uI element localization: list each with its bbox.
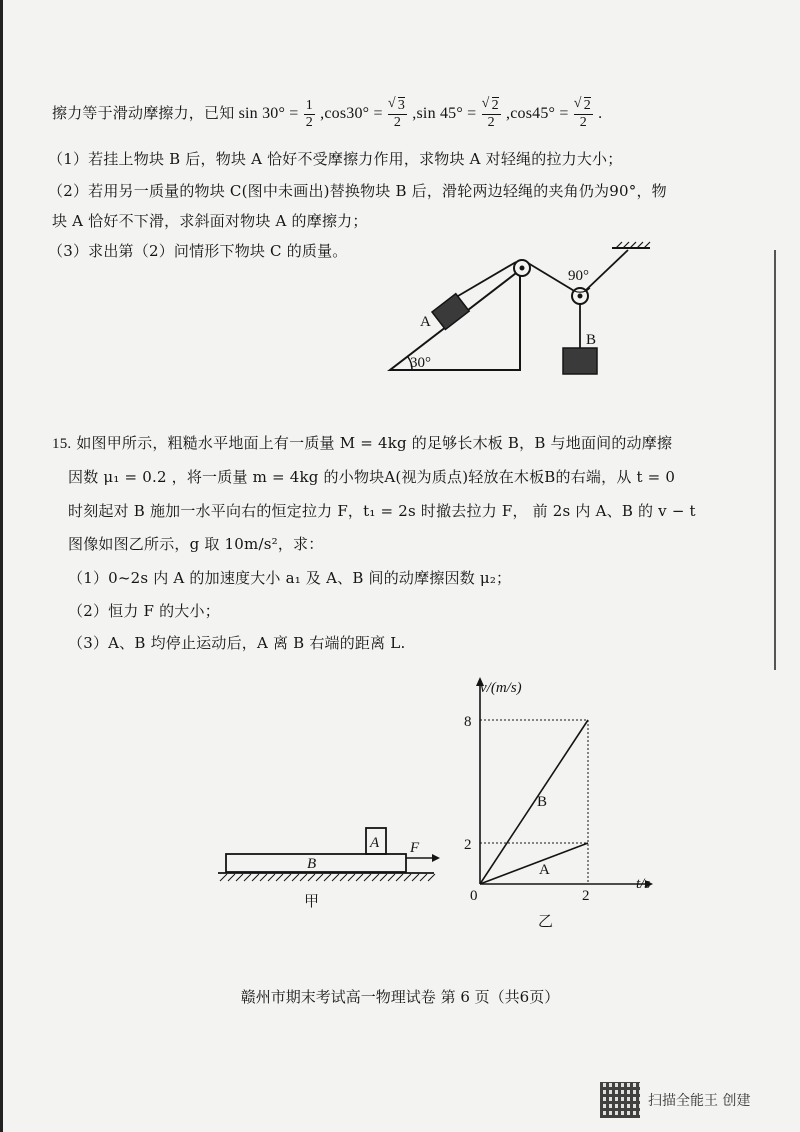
incline-angle-label: 30° [410,355,431,371]
force-label: F [410,840,420,856]
cos30-label: ,cos30° = [320,105,383,123]
sin45-fraction: √ $\frac{2}{2}$ [482,98,501,131]
caption-jia: 甲 [304,894,320,910]
chart-axes [476,677,653,888]
q14-part3: （3）求出第（2）问情形下物块 C 的质量。 [48,242,348,260]
vt-chart [440,672,670,932]
q15-line1: 15. 如图甲所示，粗糙水平地面上有一质量 M = 4kg 的足够长木板 B，B 与地面间的动摩擦 [52,434,673,452]
sin30-fraction: $\frac{1}{2}$ [305,98,313,130]
block-A-small-label: A [370,835,380,851]
scanner-badge-text: 扫描全能王 创建 [648,1093,751,1109]
x-tick-2: 2 [582,888,590,904]
series-A-label: A [539,862,550,878]
origin-label: 0 [470,888,478,904]
block-A-label: A [420,314,431,330]
board-B-label: B [307,856,317,872]
q14-part2b: 块 A 恰好不下滑，求斜面对物块 A 的摩擦力； [52,212,368,230]
angle-90-label: 90° [568,268,589,284]
y-tick-2: 2 [464,837,472,853]
ground-hatch [220,874,435,881]
page-footer: 赣州市期末考试高一物理试卷 第 6 页（共6页） [240,988,560,1006]
x-axis-label: t/s [636,876,651,892]
q15-line4: 图像如图乙所示，g 取 10m/s²，求： [68,535,324,553]
incline-pulley-figure [380,240,660,380]
sin45-label: ,sin 45° = [412,105,477,123]
q15-part2: （2）恒力 F 的大小； [68,602,220,620]
cos45-fraction: √ $\frac{2}{2}$ [574,98,593,131]
cos30-fraction: √ $\frac{3}{2}$ [388,98,407,131]
q15-part1: （1）0~2s 内 A 的加速度大小 a₁ 及 A、B 间的动摩擦因数 μ₂； [68,569,512,587]
series-B-label: B [537,794,548,810]
page-edge-line [774,250,776,670]
sin30-label: sin 30° = [238,105,299,123]
intro-line: 擦力等于滑动摩擦力，已知 sin 30° = $\frac{1}{2}$ ,cos30° = √ $\frac{3}{2}$ ,sin 45° = √ $\frac{2}{2}$ ,cos45° = √ $\frac{2}{2}$ . [52,98,602,131]
block-B-label: B [586,332,597,348]
qr-code-icon [600,1082,640,1118]
block-A [432,294,469,330]
cos45-label: ,cos45° = [506,105,569,123]
page-edge-shadow [0,0,3,1132]
q15-line3: 时刻起对 B 施加一水平向右的恒定拉力 F，t₁ = 2s 时撤去拉力 F， 前 2s 内 A、B 的 v − t [68,502,696,520]
series-line-A [480,843,588,884]
y-tick-8: 8 [464,714,472,730]
q15-number: 15. [52,436,72,452]
board-block-figure [214,820,444,920]
y-axis-label: v/(m/s) [480,680,522,696]
q15-line2: 因数 μ₁ = 0.2 ，将一质量 m = 4kg 的小物块A(视为质点)轻放在木板B的右端，从 t = 0 [68,468,676,486]
rope-right [586,250,628,290]
caption-yi: 乙 [538,914,554,930]
chart-series [480,720,588,884]
intro-text: 擦力等于滑动摩擦力，已知 [52,104,235,123]
scanner-badge [600,1082,750,1118]
q14-part1: （1）若挂上物块 B 后，物块 A 恰好不受摩擦力作用，求物块 A 对轻绳的拉力大小； [48,150,623,168]
block-B [563,348,597,374]
series-line-B [480,720,588,884]
q14-part2a: （2）若用另一质量的物块 C(图中未画出)替换物块 B 后，滑轮两边轻绳的夹角仍为90°，物 [48,182,667,200]
q15-part3: （3）A、B 均停止运动后，A 离 B 右端的距离 L. [68,634,406,652]
